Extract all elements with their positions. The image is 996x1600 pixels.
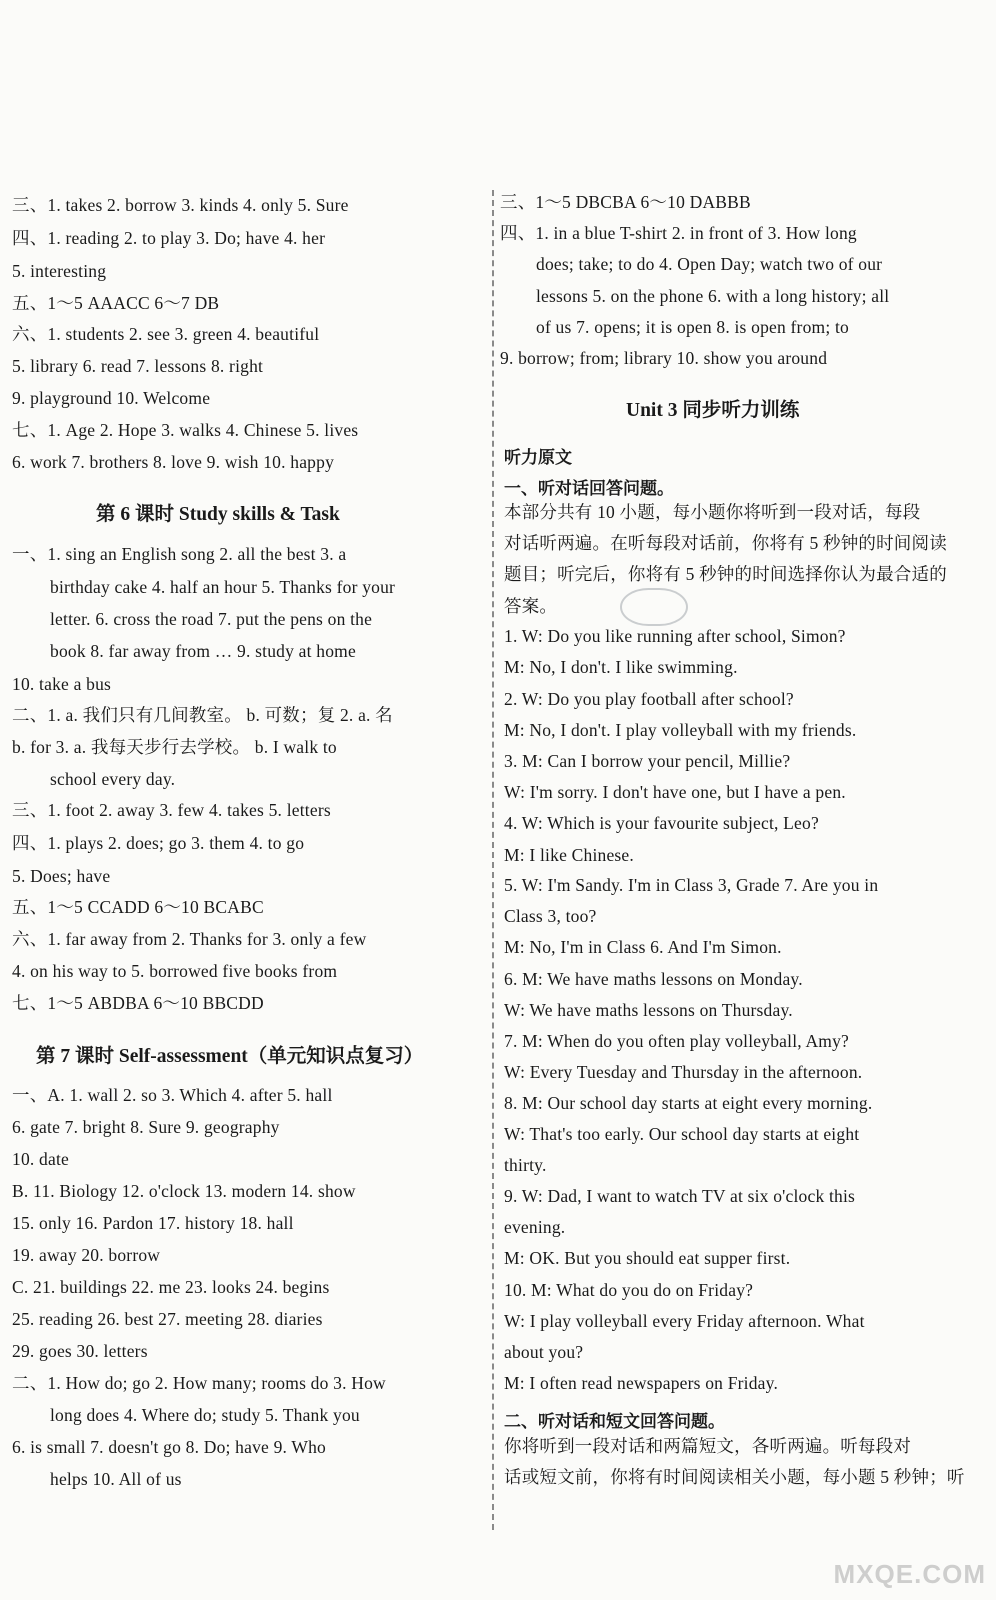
- dialog-line: 5. W: I'm Sandy. I'm in Class 3, Grade 7. Are you in: [504, 875, 879, 895]
- answer-line: 三、1～5 DBCBA 6～10 DABBB: [500, 192, 751, 212]
- part-1-label: 一、听对话回答问题。: [504, 479, 674, 498]
- dialog-line: 10. M: What do you do on Friday?: [504, 1280, 754, 1300]
- listening-label: 听力原文: [504, 448, 572, 467]
- dialog-line: W: That's too early. Our school day starts at eight: [504, 1124, 860, 1144]
- answer-line: 15. only 16. Pardon 17. history 18. hall: [12, 1213, 294, 1233]
- dialog-line: thirty.: [504, 1155, 547, 1175]
- dialog-line: 3. M: Can I borrow your pencil, Millie?: [504, 751, 791, 771]
- dialog-line: 8. M: Our school day starts at eight every morning.: [504, 1093, 873, 1113]
- dialog-line: M: No, I'm in Class 6. And I'm Simon.: [504, 937, 782, 957]
- dialog-line: M: No, I don't. I play volleyball with my friends.: [504, 720, 857, 740]
- intro-line: 对话听两遍。在听每段对话前，你将有 5 秒钟的时间阅读: [504, 533, 947, 553]
- answer-line: 10. take a bus: [12, 674, 112, 694]
- dialog-line: evening.: [504, 1217, 566, 1237]
- section-7-title: 第 7 课时 Self-assessment（单元知识点复习）: [36, 1046, 424, 1067]
- intro-line: 答案。: [504, 596, 558, 616]
- answer-line: 一、1. sing an English song 2. all the best 3. a: [12, 544, 347, 564]
- answer-line: 一、A. 1. wall 2. so 3. Which 4. after 5. hall: [12, 1085, 333, 1105]
- answer-line: 25. reading 26. best 27. meeting 28. diaries: [12, 1309, 323, 1329]
- dialog-line: 4. W: Which is your favourite subject, Leo?: [504, 813, 819, 833]
- answer-line: 六、1. far away from 2. Thanks for 3. only a few: [12, 929, 367, 949]
- answer-line: 6. work 7. brothers 8. love 9. wish 10. happy: [12, 452, 335, 472]
- answer-line: 五、1～5 AAACC 6～7 DB: [12, 293, 220, 313]
- watermark: MXQE.COM: [833, 1559, 986, 1589]
- answer-line: 二、1. How do; go 2. How many; rooms do 3. How: [12, 1373, 386, 1393]
- answer-line: 四、1. in a blue T-shirt 2. in front of 3. How long: [500, 223, 857, 243]
- answer-line: 10. date: [12, 1149, 69, 1169]
- answer-line: 四、1. plays 2. does; go 3. them 4. to go: [12, 833, 305, 853]
- answer-line: letter. 6. cross the road 7. put the pens on the: [50, 609, 373, 629]
- answer-line: 19. away 20. borrow: [12, 1245, 161, 1265]
- dialog-line: M: I often read newspapers on Friday.: [504, 1373, 779, 1393]
- stamp-mark: [620, 588, 688, 626]
- dialog-line: W: We have maths lessons on Thursday.: [504, 1000, 793, 1020]
- dialog-line: 7. M: When do you often play volleyball, Amy?: [504, 1031, 850, 1051]
- answer-line: helps 10. All of us: [50, 1469, 182, 1489]
- dialog-line: 2. W: Do you play football after school?: [504, 689, 794, 709]
- dialog-line: W: I play volleyball every Friday afternoon. What: [504, 1311, 865, 1331]
- answer-line: 5. interesting: [12, 261, 107, 281]
- dialog-line: W: I'm sorry. I don't have one, but I have a pen.: [504, 782, 846, 802]
- answer-line: 七、1～5 ABDBA 6～10 BBCDD: [12, 993, 264, 1013]
- answer-line: 9. borrow; from; library 10. show you around: [500, 348, 828, 368]
- dialog-line: M: OK. But you should eat supper first.: [504, 1248, 791, 1268]
- answer-line: b. for 3. a. 我每天步行去学校。 b. I walk to: [12, 737, 337, 757]
- answer-line: 三、1. foot 2. away 3. few 4. takes 5. letters: [12, 800, 331, 820]
- answer-line: B. 11. Biology 12. o'clock 13. modern 14. show: [12, 1181, 356, 1201]
- answer-line: 29. goes 30. letters: [12, 1341, 148, 1361]
- answer-line: does; take; to do 4. Open Day; watch two of our: [536, 254, 883, 274]
- answer-line: 6. is small 7. doesn't go 8. Do; have 9. Who: [12, 1437, 326, 1457]
- dialog-line: 9. W: Dad, I want to watch TV at six o'clock this: [504, 1186, 856, 1206]
- answer-line: 5. library 6. read 7. lessons 8. right: [12, 356, 264, 376]
- answer-line: 5. Does; have: [12, 866, 111, 886]
- dialog-line: about you?: [504, 1342, 584, 1362]
- answer-line: 二、1. a. 我们只有几间教室。 b. 可数；复 2. a. 名: [12, 705, 393, 725]
- dialog-line: W: Every Tuesday and Thursday in the afternoon.: [504, 1062, 863, 1082]
- answer-line: 6. gate 7. bright 8. Sure 9. geography: [12, 1117, 280, 1137]
- part-2-label: 二、听对话和短文回答问题。: [504, 1412, 725, 1431]
- intro-line: 本部分共有 10 小题，每小题你将听到一段对话，每段: [504, 502, 921, 522]
- answer-line: C. 21. buildings 22. me 23. looks 24. begins: [12, 1277, 330, 1297]
- answer-line: 五、1～5 CCADD 6～10 BCABC: [12, 897, 264, 917]
- intro-line: 话或短文前，你将有时间阅读相关小题，每小题 5 秒钟；听: [504, 1467, 965, 1487]
- answer-line: school every day.: [50, 769, 176, 789]
- dialog-line: M: I like Chinese.: [504, 845, 634, 865]
- answer-line: long does 4. Where do; study 5. Thank you: [50, 1405, 360, 1425]
- answer-line: 4. on his way to 5. borrowed five books from: [12, 961, 338, 981]
- answer-line: 9. playground 10. Welcome: [12, 388, 211, 408]
- answer-line: of us 7. opens; it is open 8. is open from; to: [536, 317, 849, 337]
- column-divider: [492, 190, 494, 1530]
- dialog-line: Class 3, too?: [504, 906, 597, 926]
- answer-line: 七、1. Age 2. Hope 3. walks 4. Chinese 5. lives: [12, 420, 359, 440]
- answer-line: 六、1. students 2. see 3. green 4. beautiful: [12, 324, 320, 344]
- dialog-line: M: No, I don't. I like swimming.: [504, 657, 738, 677]
- unit-title: Unit 3 同步听力训练: [626, 400, 800, 421]
- answer-line: lessons 5. on the phone 6. with a long history; all: [536, 286, 890, 306]
- dialog-line: 6. M: We have maths lessons on Monday.: [504, 969, 803, 989]
- intro-line: 你将听到一段对话和两篇短文，各听两遍。听每段对: [504, 1436, 912, 1456]
- answer-line: 三、1. takes 2. borrow 3. kinds 4. only 5. Sure: [12, 195, 349, 215]
- dialog-line: 1. W: Do you like running after school, Simon?: [504, 626, 846, 646]
- answer-line: 四、1. reading 2. to play 3. Do; have 4. her: [12, 228, 326, 248]
- intro-line: 题目；听完后，你将有 5 秒钟的时间选择你认为最合适的: [504, 564, 947, 584]
- answer-line: book 8. far away from … 9. study at home: [50, 641, 356, 661]
- answer-line: birthday cake 4. half an hour 5. Thanks for your: [50, 577, 396, 597]
- section-6-title: 第 6 课时 Study skills & Task: [96, 504, 340, 525]
